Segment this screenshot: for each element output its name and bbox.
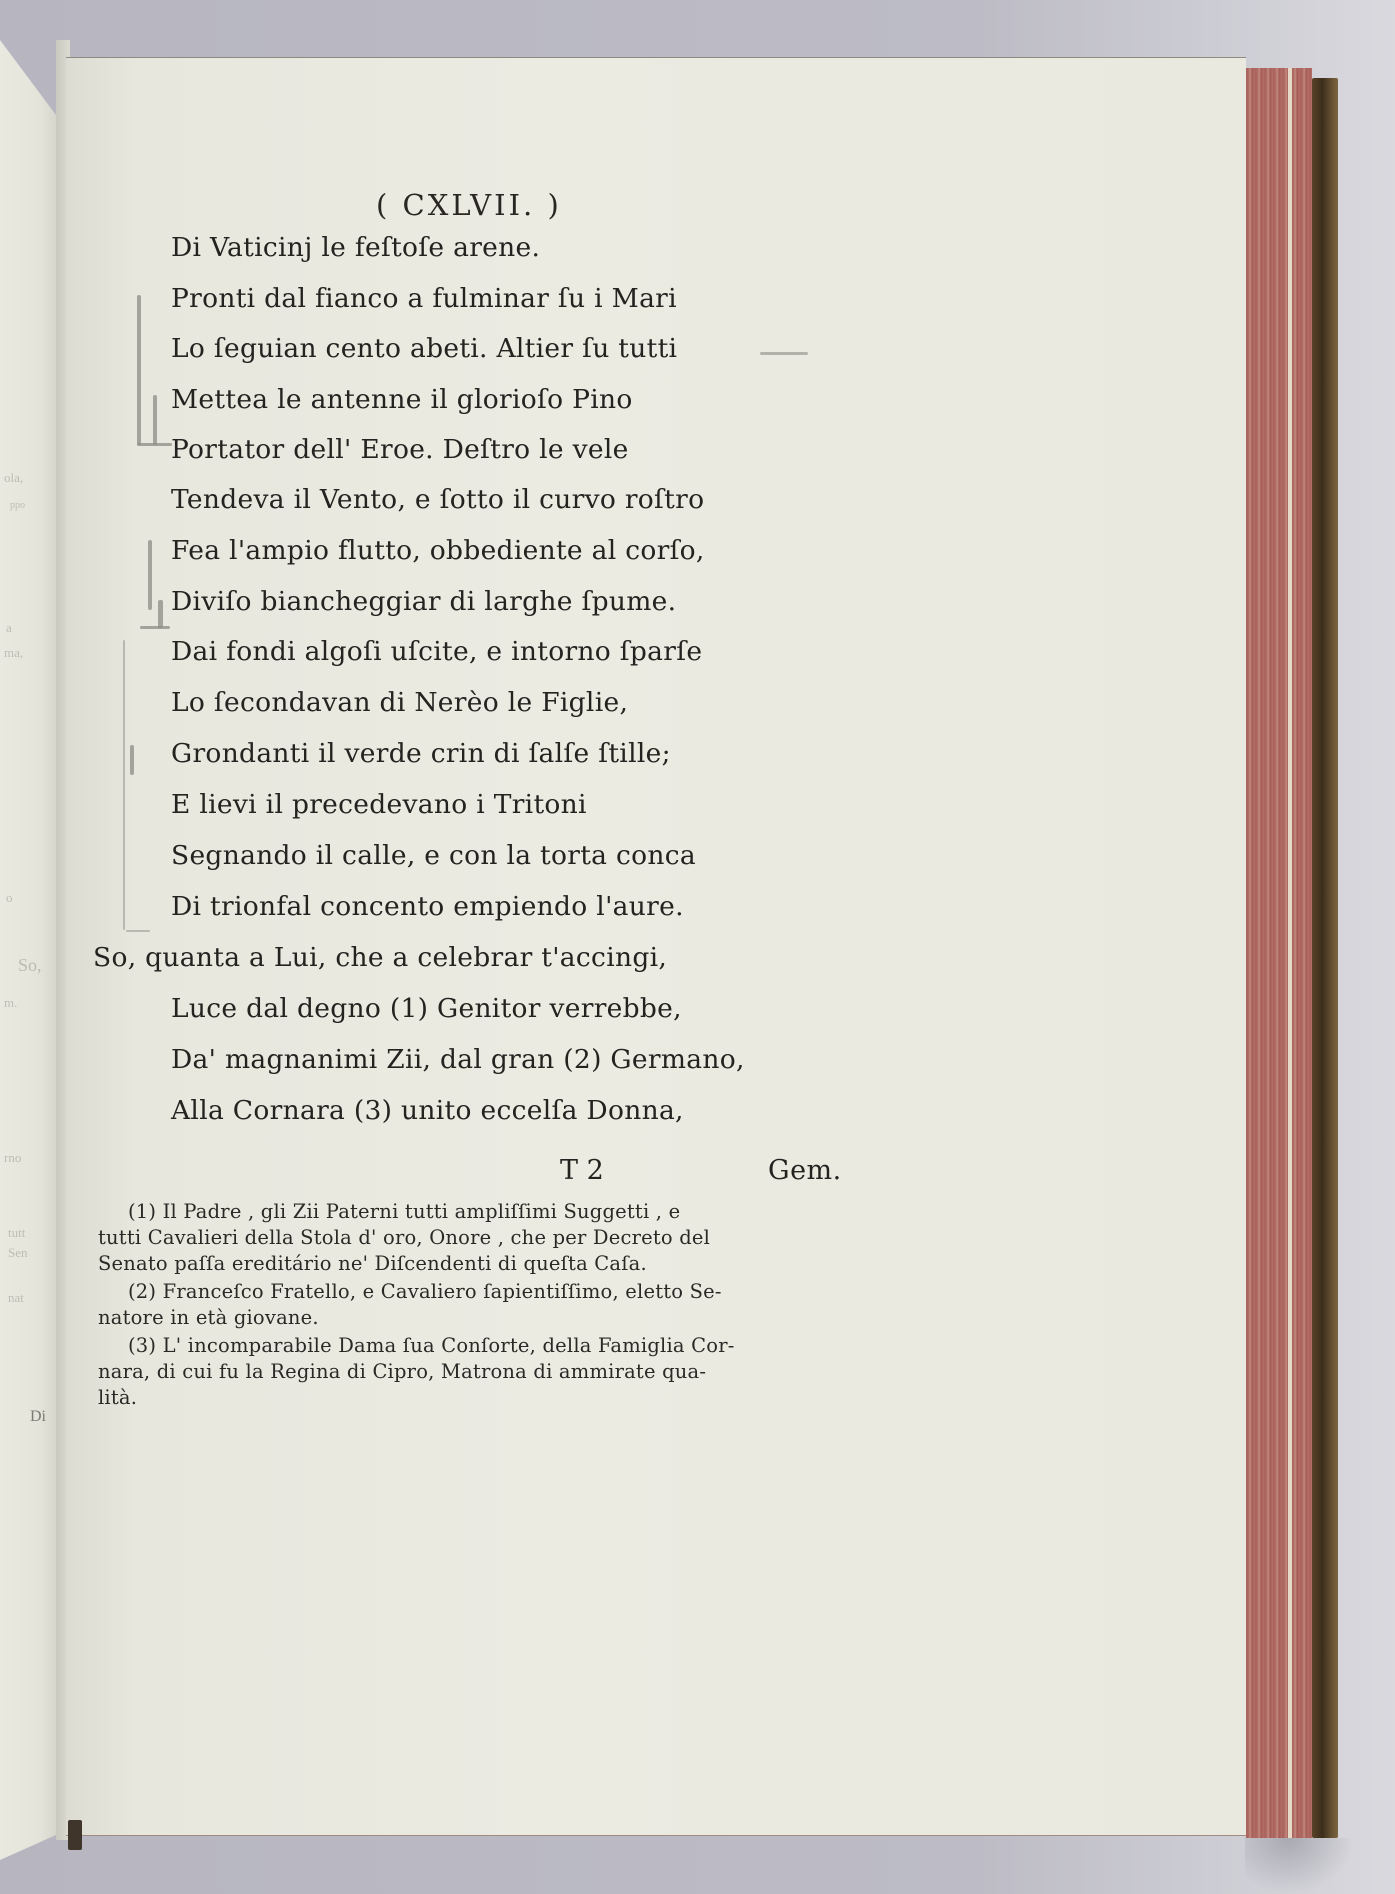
footnote-line: (2) Franceſco Fratello, e Cavaliero ſapientiſſimo, eletto Se-	[128, 1280, 722, 1303]
verse-line: Alla Cornara (3) unito eccelſa Donna,	[171, 1095, 684, 1126]
verse-line: So, quanta a Lui, che a celebrar t'accingi,	[93, 942, 668, 973]
page-number-header: ( CXLVII. )	[376, 188, 562, 222]
ghost-fragment: rno	[4, 1150, 22, 1165]
ghost-fragment: tutt	[8, 1225, 26, 1240]
footnote-line: nara, di cui fu la Regina di Cipro, Matrona di ammirate qua-	[98, 1360, 707, 1383]
ghost-fragment: a	[6, 620, 12, 635]
verse-line: E lievi il precedevano i Tritoni	[171, 789, 587, 820]
ghost-fragment: o	[6, 890, 13, 905]
verse-line: Lo ſecondavan di Nerèo le Figlie,	[171, 687, 629, 718]
footnote-line: Senato paſſa ereditário ne' Diſcendenti di queſta Caſa.	[98, 1252, 647, 1275]
verse-line: Fea l'ampio flutto, obbediente al corſo,	[171, 535, 705, 566]
ghost-fragment: m.	[4, 995, 18, 1010]
verse-line: Grondanti il verde crin di ſalſe ſtille;	[171, 738, 671, 769]
footnote-line: (1) Il Padre , gli Zii Paterni tutti ampliſſimi Suggetti , e	[128, 1200, 681, 1223]
verse-line: Di trionfal concento empiendo l'aure.	[171, 891, 684, 922]
signature-mark: T 2	[560, 1155, 604, 1186]
verse-line: Portator dell' Eroe. Deſtro le vele	[171, 434, 629, 465]
verse-line: Mettea le antenne il glorioſo Pino	[171, 384, 633, 415]
verse-line: Luce dal degno (1) Genitor verrebbe,	[171, 993, 682, 1024]
verse-line: Segnando il calle, e con la torta conca	[171, 840, 697, 871]
verse-line: Di Vaticinj le feſtoſe arene.	[171, 232, 541, 263]
footnote-line: tutti Cavalieri della Stola d' oro, Onore , che per Decreto del	[98, 1226, 711, 1249]
verse-line: Lo ſeguian cento abeti. Altier ſu tutti	[171, 333, 678, 364]
ghost-fragment: So,	[18, 955, 42, 975]
ghost-fragment: Di	[30, 1408, 46, 1425]
verse-line: Da' magnanimi Zii, dal gran (2) Germano,	[171, 1044, 745, 1075]
footnote-line: (3) L' incomparabile Dama ſua Conſorte, della Famiglia Cor-	[128, 1334, 735, 1357]
catchword: Gem.	[768, 1155, 842, 1186]
verse-line: Dai fondi algoſi uſcite, e intorno ſparſe	[171, 636, 703, 667]
footnote-line: natore in età giovane.	[98, 1306, 319, 1329]
verse-line: Tendeva il Vento, e ſotto il curvo roſtro	[171, 484, 705, 515]
ghost-fragment: nat	[8, 1290, 24, 1305]
footnote-line: lità.	[98, 1386, 138, 1409]
ghost-fragment: ma,	[4, 645, 24, 660]
ghost-fragment: ola,	[4, 470, 24, 485]
ghost-fragment: ppo	[10, 500, 25, 511]
ghost-fragment: Sen	[8, 1245, 28, 1260]
verse-line: Diviſo biancheggiar di larghe ſpume.	[171, 586, 677, 617]
verse-line: Pronti dal fianco a fulminar ſu i Mari	[171, 283, 677, 314]
